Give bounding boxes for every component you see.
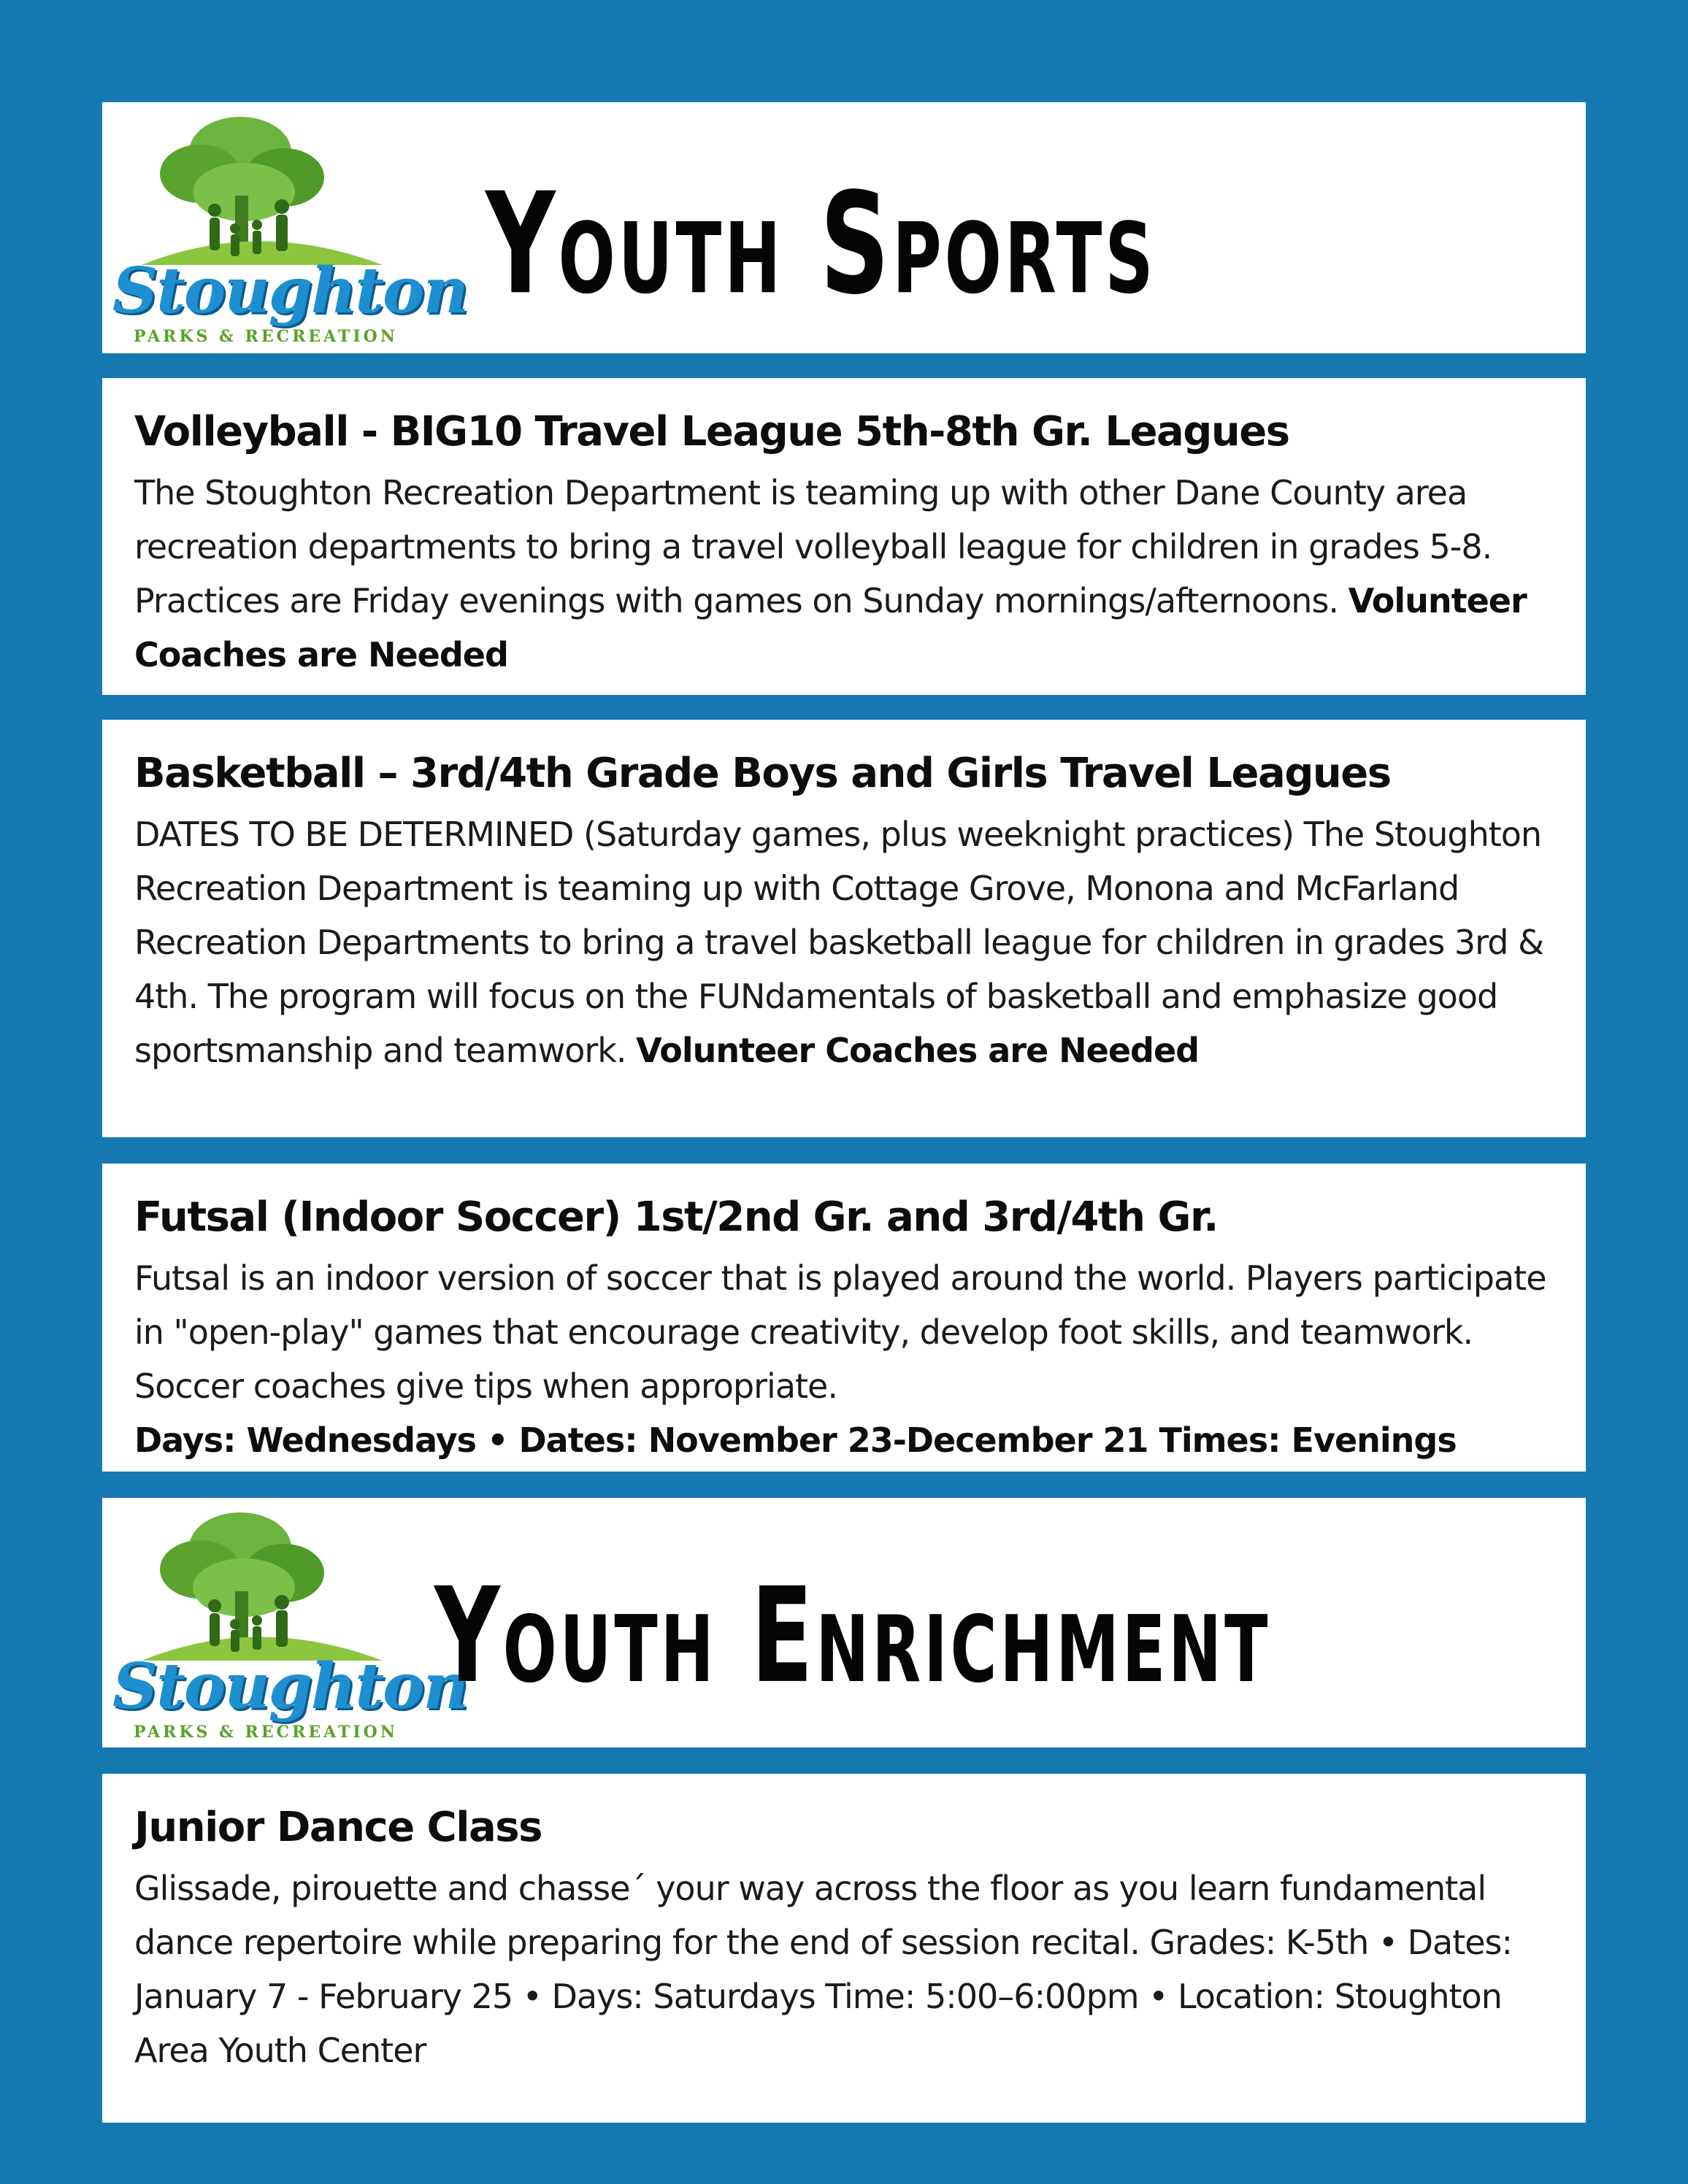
logo-wordmark: Stoughton (112, 1650, 467, 1723)
futsal-card (102, 1164, 1586, 1472)
volleyball-volunteer-note: Volunteer Coaches are Needed (134, 581, 1527, 674)
stoughton-logo (112, 108, 467, 349)
tree-family-icon (112, 108, 404, 276)
dance-card (102, 1774, 1586, 2123)
youth-sports-header (102, 102, 1586, 353)
basketball-card (102, 720, 1586, 1137)
youth-enrichment-header (102, 1498, 1586, 1747)
volleyball-card (102, 378, 1586, 695)
dance-title: Junior Dance Class (134, 1804, 542, 1851)
tree-family-icon (112, 1504, 404, 1672)
logo-subtitle: PARKS & RECREATION (134, 327, 398, 346)
basketball-volunteer-note: Volunteer Coaches are Needed (636, 1031, 1200, 1070)
basketball-description (134, 807, 1554, 1077)
futsal-schedule: Days: Wednesdays • Dates: November 23-December 21 Times: Evenings (134, 1420, 1457, 1460)
futsal-description (134, 1251, 1554, 1467)
page-title: Youth Sports (486, 163, 1156, 326)
logo-subtitle: PARKS & RECREATION (134, 1723, 398, 1742)
volleyball-description (134, 466, 1554, 682)
volleyball-body: The Stoughton Recreation Department is teaming up with other Dane County area recreation departments to bring a travel volleyball league for children in grades 5-8. Practices are Friday evenings with games on Sunday mornings/afternoons. (134, 473, 1492, 620)
basketball-title: Basketball – 3rd/4th Grade Boys and Girls Travel Leagues (134, 750, 1391, 797)
futsal-body: Futsal is an indoor version of soccer that is played around the world. Players participate in "open-play" games that encourage creativity, develop foot skills, and teamwork. Soccer coaches give tips when appropriate. (134, 1258, 1546, 1406)
section-title-enrichment: Youth Enrichment (434, 1560, 1271, 1713)
volleyball-title: Volleyball - BIG10 Travel League 5th-8th Gr. Leagues (134, 408, 1289, 455)
futsal-title: Futsal (Indoor Soccer) 1st/2nd Gr. and 3rd/4th Gr. (134, 1193, 1218, 1241)
dance-description: Glissade, pirouette and chasse´ your way across the floor as you learn fundamental dance repertoire while preparing for the end of session recital. Grades: K-5th • Dates: January 7 - February 25 • Days: Saturdays Time: 5:00–6:00pm • Location: Stoughton Area Youth Center (134, 1869, 1513, 2070)
basketball-body: DATES TO BE DETERMINED (Saturday games, plus weeknight practices) The Stoughton Recreation Department is teaming up with Cottage Grove, Monona and McFarland Recreation Departments to bring a travel basketball league for children in grades 3rd & 4th. The program will focus on the FUNdamentals of basketball and emphasize good sportsmanship and teamwork. (134, 815, 1543, 1070)
logo-wordmark: Stoughton (112, 254, 467, 328)
stoughton-logo-2 (112, 1504, 467, 1745)
